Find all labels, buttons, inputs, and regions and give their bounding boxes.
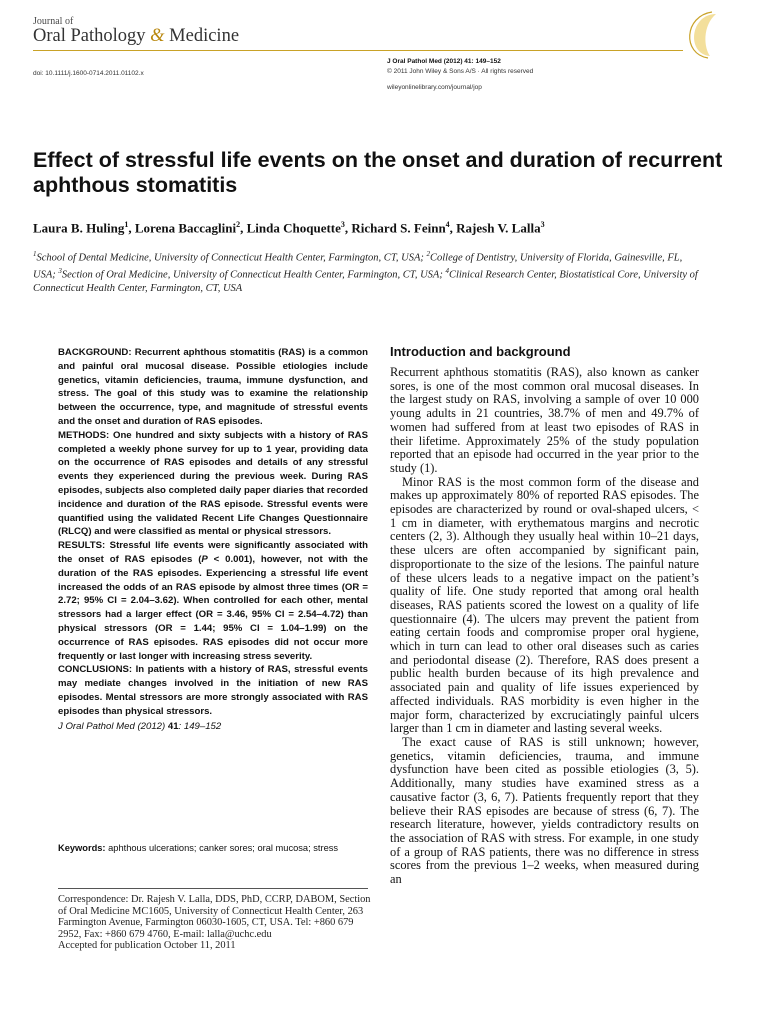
section-heading: Introduction and background [390, 344, 571, 359]
author: Linda Choquette [246, 220, 341, 236]
abstract-results-p: P [201, 553, 208, 565]
abstract-results-label: RESULTS: [58, 540, 106, 552]
cite-pages: : 149–152 [178, 720, 222, 732]
abstract-background-text: Recurrent aphthous stomatitis (RAS) is a common and painful oral mucosal disease. Possible etiologies include genetics, vitamin deficiencies, trauma, immune dysfunction, and stress. The goal of this study was to examine the relationship between the occurrence, type, and magnitude of stressful events and the onset and duration of RAS episodes. [58, 347, 368, 427]
author: Rajesh V. Lalla [456, 220, 541, 236]
correspondence-divider [58, 888, 368, 889]
author-affil-number: 2 [236, 220, 241, 229]
correspondence-address: Correspondence: Dr. Rajesh V. Lalla, DDS, PhD, CCRP, DABOM, Section of Oral Medicine MC1605, University of Connecticut Health Center, 263 Farmington Avenue, Farmington 06030-1605, CT, USA. Tel: +860 679 2952, Fax: +860 679 4760, E-mail: lalla@uchc.edu [58, 894, 371, 940]
cite-year: (2012) [134, 720, 168, 732]
author-affil-number: 4 [445, 220, 450, 229]
abstract-results-text: Stressful life events were significantly associated with the onset of RAS episodes ( [58, 540, 368, 565]
paragraph: Recurrent aphthous stomatitis (RAS), also known as canker sores, is one of the most common oral mucosal diseases. In the largest study on RAS, involving a sample of over 10 000 young adults in 21 countries, 38.7% of men and 49.7% of women had suffered from at least two episodes of RAS in their lifetime. Approximately 25% of the study population reported that an episode had occurred in the year prior to the study (1). [390, 365, 699, 475]
affil-number: 4 [445, 267, 449, 275]
affiliation: School of Dental Medicine, University of Connecticut Health Center, Farmington, CT, USA; [36, 252, 427, 264]
copyright: © 2011 John Wiley & Sons A/S · All rights reserved [387, 68, 534, 75]
introduction-body [390, 366, 699, 887]
paragraph: The exact cause of RAS is still unknown; however, genetics, vitamin deficiencies, trauma, and immune dysfunction have been cited as possible etiologies (3, 5). Additionally, many studies have examined stress as a causative factor (3, 6, 7). Patients frequently report that they believe their RAS episodes are because of stress (6, 7). The research literature, however, yields contradictory results on the association of RAS with stress. For example, in one study of a group of RAS patients, there was no difference in stress scores from the previous 1–2 weeks, when measured during an [390, 734, 699, 887]
keywords-text: aphthous ulcerations; canker sores; oral mucosa; stress [105, 843, 339, 853]
author: Lorena Baccaglini [134, 220, 237, 236]
author-list: Laura B. Huling$^1$, Lorena Baccaglini$^2$, Linda Choquette$^3$, Richard S. Feinn$^4$, Rajesh V. Lalla$^3$ [33, 220, 545, 236]
cite-journal: J Oral Pathol Med [58, 720, 135, 732]
abstract-methods-label: METHODS: [58, 429, 110, 441]
author-affil-number: 1 [124, 220, 129, 229]
journal-name-part2: Medicine [164, 26, 240, 46]
accepted-date: Accepted for publication October 11, 2011 [58, 940, 236, 951]
author-affil-number: 3 [340, 220, 345, 229]
abstract-background [58, 346, 368, 429]
header-rule [33, 50, 683, 51]
keywords [58, 842, 368, 856]
abstract-methods [58, 429, 368, 539]
correspondence [58, 894, 373, 952]
affil-number: 2 [426, 250, 430, 258]
journal-citation: J Oral Pathol Med (2012) 41: 149–152 [387, 58, 501, 65]
affiliation: College of Dentistry, University of Florida, Gainesville, FL, USA; [33, 252, 683, 281]
doi: doi: 10.1111/j.1600-0714.2011.01102.x [33, 70, 144, 77]
keywords-label: Keywords: [58, 843, 106, 853]
affiliations [33, 248, 699, 296]
affiliation: Section of Oral Medicine, University of Connecticut Health Center, Farmington, CT, USA; [61, 269, 446, 281]
journal-ampersand: & [150, 26, 165, 46]
abstract-conclusions-text: In patients with a history of RAS, stressful events may mediate changes involved in the initiation of new RAS episodes. Mental stressors are more strongly associated with RAS episodes than physical stressors. [58, 664, 368, 717]
journal-url: wileyonlinelibrary.com/journal/jop [387, 84, 482, 91]
affiliation: Clinical Research Center, Biostatistical Core, University of Connecticut Health Center, Farmington, CT, USA [33, 269, 698, 294]
affil-number: 3 [58, 267, 62, 275]
abstract-conclusions-label: CONCLUSIONS: [58, 664, 133, 676]
author: Laura B. Huling [33, 220, 125, 236]
journal-label: Journal of [33, 16, 74, 27]
abstract-results [58, 539, 368, 663]
abstract [58, 346, 368, 733]
abstract-results-text-cont: < 0.001), however, not with the duration of the RAS episodes. Experiencing a stressful life event increased the odds of an RAS episode by almost three times (OR = 2.72; 95% CI = 2.04–3.62). When controlled for each other, mental stressors had a larger effect (OR = 3.46, 95% CI = 2.54–4.72) than physical stressors (OR = 1.44; 95% CI = 1.04–1.99) on the occurrence of RAS episodes. RAS episodes did not occur more frequently or last longer with increasing stress severity. [58, 553, 368, 662]
abstract-citation [58, 720, 368, 734]
article-title: Effect of stressful life events on the onset and duration of recurrent aphthous stomatitis [33, 148, 723, 197]
abstract-background-label: BACKGROUND: [58, 347, 132, 358]
journal-name [33, 26, 239, 47]
abstract-methods-text: One hundred and sixty subjects with a history of RAS completed a weekly phone survey for up to 1 year, providing data on the occurrence of RAS episodes and details of any stressful events they experienced during the previous week. During RAS episodes, subjects also completed daily paper diaries that recorded incidence and duration of the RAS episode. Stressful events were quantified using the validated Recent Life Changes Questionnaire (RLCQ) and were classified as mental or physical stressors. [58, 429, 368, 538]
author-affil-number: 3 [540, 220, 545, 229]
affil-number: 1 [33, 250, 37, 258]
author: Richard S. Feinn [351, 220, 446, 236]
cite-volume: 41 [167, 720, 179, 732]
journal-name-part1: Oral Pathology [33, 26, 151, 46]
abstract-conclusions [58, 663, 368, 718]
paragraph: Minor RAS is the most common form of the disease and makes up approximately 80% of reported RAS episodes. The episodes are characterized by round or oval-shaped ulcers, < 1 cm in diameter, with erythematous margins and necrotic centers (2, 3). Although they usually heal within 10–21 days, these ulcers are often accompanied by significant pain, disproportionate to the size of the lesions. The painful nature of these ulcers leads to a negative impact on the patient’s quality of life. One study reported that among oral health diseases, RAS patients scored the lowest on a quality of life questionnaire (4). The ulcers may prevent the patient from eating certain foods and compromise proper oral hygiene, which in turn can lead to other oral diseases such as caries and periodontal disease (2). Therefore, RAS does present a public health burden because of its high prevalence and associated pain and quality of life issues experienced by affected individuals. RAS morbidity is even higher in the major form, characterized by excruciatingly painful ulcers larger than 1 cm in diameter and lasting several weeks. [390, 474, 699, 736]
journal-logo-icon [676, 8, 728, 60]
